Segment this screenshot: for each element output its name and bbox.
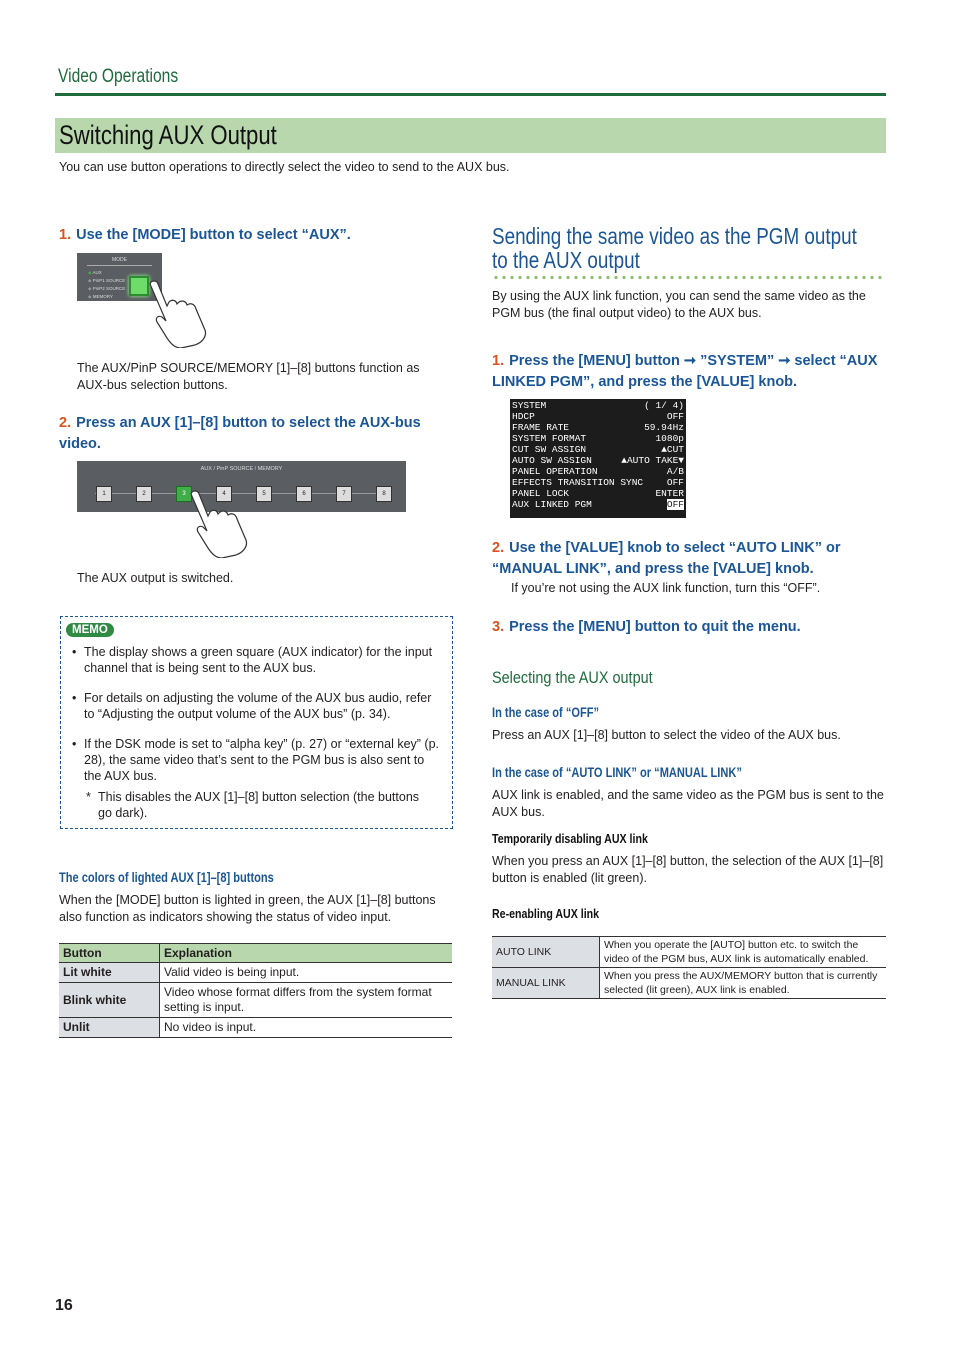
lcd-row <box>512 444 684 455</box>
table-header: Explanation <box>160 944 453 963</box>
table-cell-key: Blink white <box>59 983 160 1018</box>
bullet-icon: • <box>72 645 77 659</box>
step-1-left <box>59 225 449 246</box>
aux-button-2[interactable]: 2 <box>136 486 152 502</box>
step-number: 1. <box>492 353 505 369</box>
lcd-value: ▲AUTO TAKE▼ <box>621 455 684 466</box>
note-mark: * <box>86 790 91 804</box>
hand-pointer-icon <box>186 488 252 558</box>
table-cell: When you operate the [AUTO] button etc. to switch the video of the PGM bus, AUX link is automatically enabled. <box>600 937 887 968</box>
step-3-right <box>492 617 886 638</box>
memo-note <box>86 789 436 821</box>
lcd-row <box>512 488 684 499</box>
lcd-row <box>512 422 684 433</box>
aux-button-5[interactable]: 5 <box>256 486 272 502</box>
case-link-desc: AUX link is enabled, and the same video as the PGM bus is sent to the AUX bus. <box>492 788 884 819</box>
table-row <box>59 1018 452 1038</box>
lcd-label: EFFECTS TRANSITION SYNC <box>512 477 644 488</box>
table-row <box>492 968 886 999</box>
lcd-row <box>512 433 684 444</box>
section-label: Video Operations <box>58 66 179 87</box>
bullet-icon: • <box>72 691 77 705</box>
intro-text: You can use button operations to directly select the video to send to the AUX bus. <box>59 160 510 174</box>
aux-panel-title: AUX / PinP SOURCE / MEMORY <box>200 466 283 472</box>
aux-button-3[interactable]: 3 <box>176 486 192 502</box>
page-title: Switching AUX Output <box>59 120 277 150</box>
memo-bullet-text: For details on adjusting the volume of the AUX bus audio, refer to “Adjusting the output volume of the AUX bus” (p. 34). <box>84 691 432 721</box>
right-intro: By using the AUX link function, you can send the same video as the PGM bus (the final output video) to the AUX bus. <box>492 289 866 320</box>
selecting-heading: Selecting the AUX output <box>492 668 653 687</box>
lcd-value: ▲CUT <box>661 444 684 455</box>
lcd-menu-display <box>510 399 686 518</box>
lcd-value: ENTER <box>655 488 684 499</box>
lcd-value: 59.94Hz <box>644 422 684 433</box>
mode-item-memory: MEMORY <box>92 294 113 299</box>
step-number: 2. <box>492 540 505 556</box>
lcd-label: PANEL OPERATION <box>512 466 598 477</box>
memo-tag: MEMO <box>66 623 114 637</box>
step-1-right <box>492 351 886 393</box>
table-cell-key: Lit white <box>59 963 160 983</box>
table-cell-key: MANUAL LINK <box>492 968 600 999</box>
table-cell-key: Unlit <box>59 1018 160 1038</box>
header-rule <box>55 93 886 96</box>
lcd-value: OFF <box>666 411 684 422</box>
step-2-right <box>492 538 886 580</box>
lcd-value: OFF <box>666 477 684 488</box>
right-heading: Sending the same video as the PGM output to the AUX output <box>492 223 857 273</box>
button-colors-table <box>59 943 452 1038</box>
table-cell-key: AUTO LINK <box>492 937 600 968</box>
aux-button-7[interactable]: 7 <box>336 486 352 502</box>
temp-heading: Temporarily disabling AUX link <box>492 832 648 846</box>
led-icon: ◆ <box>88 294 92 299</box>
memo-bullet <box>72 644 442 676</box>
dotted-rule <box>492 275 886 280</box>
lcd-value: 1080p <box>655 433 684 444</box>
lcd-row <box>512 499 684 510</box>
step-1-desc: The AUX/PinP SOURCE/MEMORY [1]–[8] buttons function as AUX-bus selection buttons. <box>77 361 420 392</box>
step-2-right-desc: If you’re not using the AUX link function, turn this “OFF”. <box>511 581 821 595</box>
lcd-label: CUT SW ASSIGN <box>512 444 587 455</box>
lcd-label: SYSTEM FORMAT <box>512 433 587 444</box>
lcd-label: AUTO SW ASSIGN <box>512 455 592 466</box>
aux-button-4[interactable]: 4 <box>216 486 232 502</box>
aux-button-6[interactable]: 6 <box>296 486 312 502</box>
lcd-label: HDCP <box>512 411 535 422</box>
step-text: Use the [VALUE] knob to select “AUTO LINK” or “MANUAL LINK”, and press the [VALUE] knob. <box>492 540 841 577</box>
aux-button-8[interactable]: 8 <box>376 486 392 502</box>
lcd-label: SYSTEM <box>512 400 547 411</box>
table-header-row <box>59 944 452 963</box>
mode-panel-items <box>88 269 125 301</box>
table-header: Button <box>59 944 160 963</box>
step-text: Press an AUX [1]–[8] button to select the AUX-bus video. <box>59 415 421 452</box>
aux-button-1[interactable]: 1 <box>96 486 112 502</box>
temp-desc: When you press an AUX [1]–[8] button, the selection of the AUX [1]–[8] button is enabled (lit green). <box>492 854 884 885</box>
step-text: Press the [MENU] button ➞ ”SYSTEM” ➞ select “AUX LINKED PGM”, and press the [VALUE] knob. <box>492 353 878 390</box>
step-text: Use the [MODE] button to select “AUX”. <box>76 227 351 243</box>
case-off-desc: Press an AUX [1]–[8] button to select the video of the AUX bus. <box>492 728 841 742</box>
case-link-heading: In the case of “AUTO LINK” or “MANUAL LINK” <box>492 765 742 780</box>
memo-bullet-text: The display shows a green square (AUX indicator) for the input channel that is being sent to the AUX bus. <box>84 645 433 675</box>
mode-item-pinp2: PinP2 SOURCE <box>92 286 126 291</box>
mode-item-pinp1: PinP1 SOURCE <box>92 278 126 283</box>
led-icon: ◆ <box>88 278 92 283</box>
memo-bullet <box>72 736 442 784</box>
memo-note-text: This disables the AUX [1]–[8] button selection (the buttons go dark). <box>98 790 420 820</box>
colors-heading: The colors of lighted AUX [1]–[8] buttons <box>59 870 274 885</box>
bullet-icon: • <box>72 737 77 751</box>
aux-link-table <box>492 936 886 999</box>
table-cell: Valid video is being input. <box>160 963 453 983</box>
colors-desc: When the [MODE] button is lighted in green, the AUX [1]–[8] buttons also function as indicators showing the status of video input. <box>59 893 436 924</box>
mode-panel-title: MODE <box>112 257 127 263</box>
lcd-row <box>512 400 684 411</box>
mode-item-aux: AUX <box>92 270 102 275</box>
hand-pointer-icon <box>145 278 211 348</box>
lcd-row <box>512 477 684 488</box>
lcd-label: AUX LINKED PGM <box>512 499 592 510</box>
lcd-label: FRAME RATE <box>512 422 570 433</box>
page-number: 16 <box>55 1297 73 1314</box>
lcd-label: PANEL LOCK <box>512 488 570 499</box>
led-icon: ◆ <box>88 270 92 275</box>
table-row <box>59 963 452 983</box>
reenable-heading: Re-enabling AUX link <box>492 907 600 921</box>
table-cell: When you press the AUX/MEMORY button that is currently selected (lit green), AUX link is enabled. <box>600 968 887 999</box>
memo-bullet <box>72 690 442 722</box>
table-row <box>492 937 886 968</box>
mode-panel-rule <box>87 265 152 266</box>
step-2-left <box>59 413 449 455</box>
lcd-row <box>512 411 684 422</box>
table-cell: Video whose format differs from the system format setting is input. <box>160 983 453 1018</box>
lcd-row <box>512 466 684 477</box>
step-2-desc: The AUX output is switched. <box>77 571 234 585</box>
lcd-value-selected: OFF <box>666 499 684 510</box>
led-icon: ◆ <box>88 286 92 291</box>
step-text: Press the [MENU] button to quit the menu. <box>509 619 801 635</box>
lcd-value: ( 1/ 4) <box>644 400 684 411</box>
step-number: 1. <box>59 227 72 243</box>
lcd-row <box>512 455 684 466</box>
table-row <box>59 983 452 1018</box>
table-cell: No video is input. <box>160 1018 453 1038</box>
case-off-heading: In the case of “OFF” <box>492 705 600 720</box>
lcd-value: A/B <box>666 466 684 477</box>
memo-bullet-text: If the DSK mode is set to “alpha key” (p. 27) or “external key” (p. 28), the same video that’s sent to the PGM bus is also sent to the AUX bus. <box>84 737 440 783</box>
step-number: 3. <box>492 619 505 635</box>
step-number: 2. <box>59 415 72 431</box>
